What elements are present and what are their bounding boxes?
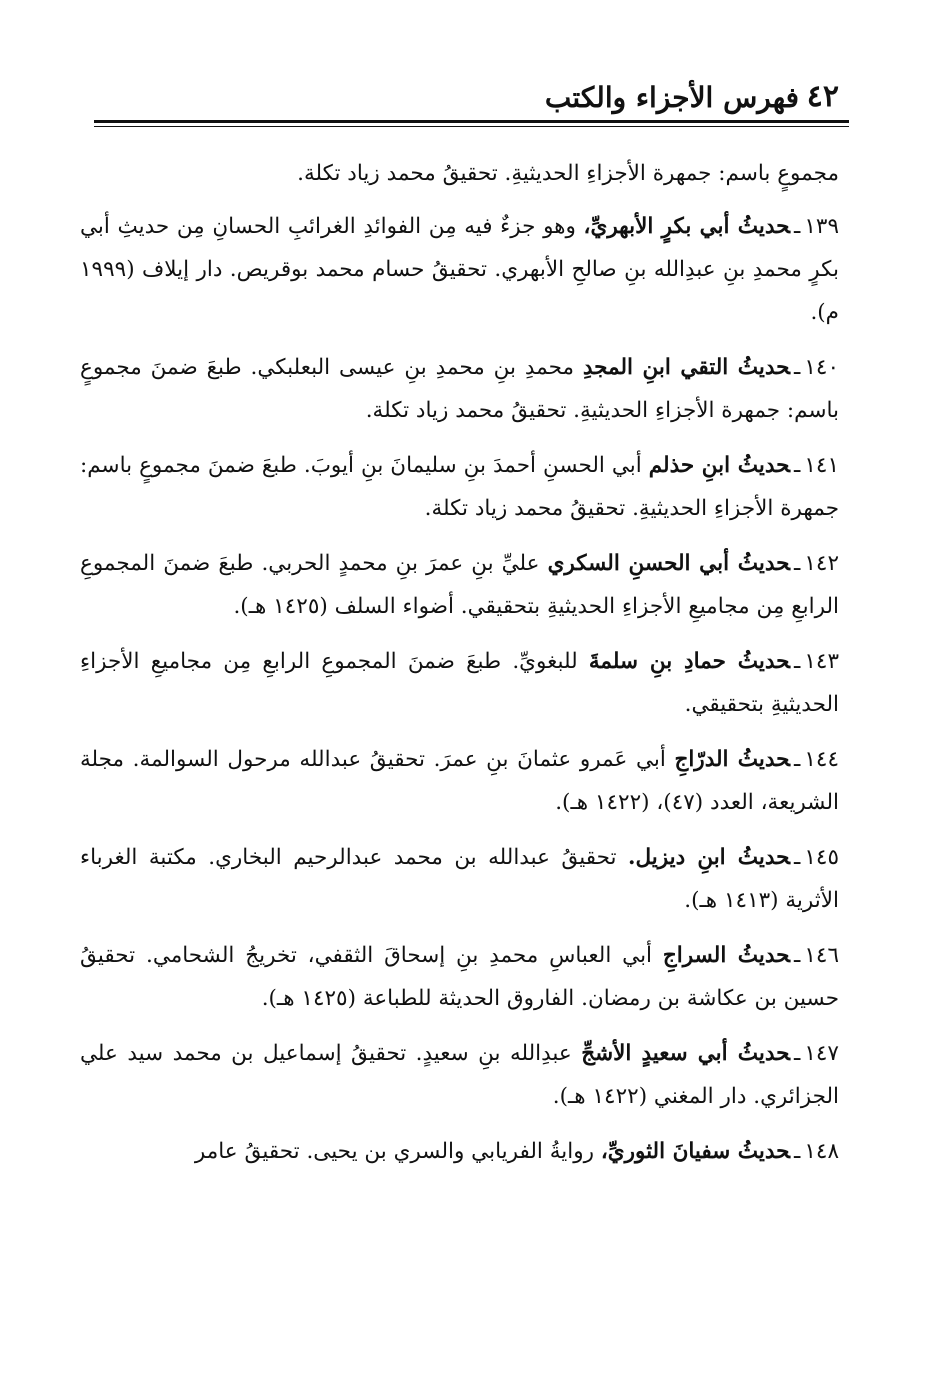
- entry-dash: ـ: [794, 845, 801, 870]
- entry-dash: ـ: [794, 1139, 801, 1164]
- list-item: [80, 934, 839, 1020]
- list-item: [80, 836, 839, 922]
- entry-text: أبي الحسنِ أحمدَ بنِ سليمانَ بنِ أيوبَ. طبعَ ضمنَ مجموعٍ باسم: جمهرة الأجزاءِ الحديثيةِ. تحقيقُ محمد زياد تكلة.: [80, 453, 839, 521]
- entry-text: أبي العباسِ محمدِ بنِ إسحاقَ الثقفي، تخريجُ الشحامي. تحقيقُ حسين بن عكاشة بن رمضان. الفاروق الحديثة للطباعة (١٤٢٥ هـ).: [80, 943, 839, 1011]
- entry-title: حديثُ ابنِ حذلم: [648, 453, 791, 478]
- index-content: [80, 152, 839, 1185]
- entry-number: ١٤٠: [804, 355, 840, 380]
- entry-dash: ـ: [794, 649, 801, 674]
- entry-number: ١٤٧: [804, 1041, 839, 1066]
- entry-title: حديثُ أبي بكرٍ الأبهريِّ،: [583, 214, 791, 239]
- list-item: [80, 205, 839, 334]
- entry-title: حديثُ حمادِ بنِ سلمةَ: [588, 649, 791, 674]
- entry-number: ١٤٨: [804, 1139, 839, 1164]
- entry-number: ١٤٦: [804, 943, 840, 968]
- entry-text: أبي عَمرو عثمانَ بنِ عمرَ. تحقيقُ عبدالله مرحول السوالمة. مجلة الشريعة، العدد (٤٧)، (١٤٢٢ هـ).: [80, 747, 839, 815]
- list-item: [80, 444, 839, 530]
- entry-dash: ـ: [794, 214, 801, 239]
- header-rule-thin: [94, 126, 849, 127]
- entry-title: حديثُ الدرّاجِ: [674, 747, 791, 772]
- header-rule-thick: [94, 120, 849, 123]
- list-item: [80, 346, 839, 432]
- list-item: [80, 738, 839, 824]
- entry-number: ١٤٥: [804, 845, 839, 870]
- entry-number: ١٤٢: [804, 551, 839, 576]
- entry-number: ١٤٣: [804, 649, 839, 674]
- entry-title: حديثُ أبي الحسنِ السكري: [547, 551, 791, 576]
- list-item: [80, 1130, 839, 1173]
- intro-line: مجموعٍ باسم: جمهرة الأجزاءِ الحديثيةِ. تحقيقُ محمد زياد تكلة.: [297, 161, 839, 186]
- running-title: فهرس الأجزاء والكتب: [544, 81, 799, 114]
- entry-text: عليِّ بنِ عمرَ بنِ محمدٍ الحربي. طبعَ ضمنَ المجموعِ الرابعِ مِن مجاميعِ الأجزاءِ الحديثيةِ بتحقيقي. أضواء السلف (١٤٢٥ هـ).: [80, 551, 839, 619]
- entry-title: حديثُ أبي سعيدٍ الأشجِّ: [581, 1041, 791, 1066]
- entry-title: حديثُ ابنِ ديزيل.: [628, 845, 791, 870]
- entry-title: حديثُ سفيانَ الثوريِّ،: [600, 1139, 791, 1164]
- list-item: [80, 1032, 839, 1118]
- entry-number: ١٤٤: [804, 747, 839, 772]
- entry-title: حديثُ التقي ابنِ المجدِ: [582, 355, 791, 380]
- entry-dash: ـ: [794, 747, 801, 772]
- entry-text: تحقيقُ عبدالله بن محمد عبدالرحيم البخاري. مكتبة الغرباء الأثرية (١٤١٣ هـ).: [80, 845, 839, 913]
- book-page: [80, 70, 839, 1383]
- entry-text: عبدِالله بنِ سعيدٍ. تحقيقُ إسماعيل بن محمد سيد علي الجزائري. دار المغني (١٤٢٢ هـ).: [80, 1041, 839, 1109]
- entry-text: روايةُ الفريابي والسري بن يحيى. تحقيقُ عامر: [194, 1139, 594, 1164]
- entry-dash: ـ: [794, 453, 801, 478]
- list-item: [80, 542, 839, 628]
- entry-dash: ـ: [794, 551, 801, 576]
- page-header: [80, 70, 839, 118]
- entry-dash: ـ: [794, 355, 801, 380]
- entry-text: محمدِ بنِ محمدِ بنِ عيسى البعلبكي. طبعَ ضمنَ مجموعٍ باسم: جمهرة الأجزاءِ الحديثيةِ. تحقيقُ محمد زياد تكلة.: [80, 355, 839, 423]
- entry-number: ١٣٩: [804, 214, 839, 239]
- entry-title: حديثُ السراجِ: [662, 943, 791, 968]
- entry-dash: ـ: [794, 943, 801, 968]
- entry-number: ١٤١: [804, 453, 839, 478]
- entry-text: للبغويِّ. طبعَ ضمنَ المجموعِ الرابعِ مِن مجاميعِ الأجزاءِ الحديثيةِ بتحقيقي.: [80, 649, 839, 717]
- list-item: [80, 640, 839, 726]
- entry-dash: ـ: [794, 1041, 801, 1066]
- page-number: ٤٢: [806, 79, 839, 114]
- entry-text: وهو جزءٌ فيه مِن الفوائدِ الغرائبِ الحسانِ مِن حديثِ أبي بكرٍ محمدِ بنِ عبدِالله بنِ صالحِ الأبهري. تحقيقُ حسام محمد بوقريص. دار إيلاف (١٩٩٩ م).: [80, 214, 839, 325]
